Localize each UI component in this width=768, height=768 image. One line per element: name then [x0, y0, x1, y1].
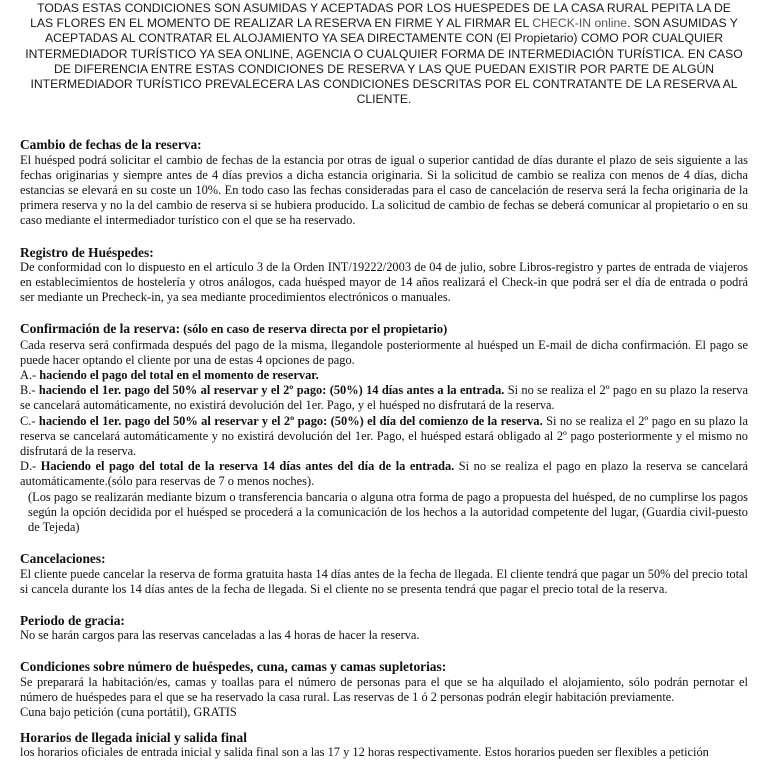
- section-periodo-gracia: [20, 613, 748, 643]
- payment-option-d: [20, 459, 748, 489]
- option-text: Si no se realiza el 2º pago en su plazo la reserva se cancelará automáticamente, no existirá devolución del 1er. Pago, y el huésped no disfrutará de la reserva.: [20, 383, 748, 413]
- intro-paragraph: [20, 0, 748, 107]
- section-title: Registro de Huéspedes:: [20, 244, 154, 260]
- intro-text-1: TODAS ESTAS CONDICIONES SON ASUMIDAS Y ACEPTADAS POR LOS HUESPEDES DE LA CASA RURAL PEPITA LA DE LAS FLORES EN EL MOMENTO DE REALIZAR LA RESERVA EN FIRME Y AL FIRMAR EL: [30, 1, 731, 31]
- section-body: Se preparará la habitación/es, camas y toallas para el número de personas para el que se ha alquilado el alojamiento, sólo podrán pernotar el número de huéspedes para el que se ha reservado la casa rural. Las reservas de 1 ó 2 personas podrán elegir habitación previamente.: [20, 674, 748, 704]
- payment-option-b: [20, 383, 748, 413]
- document-page: [20, 0, 748, 761]
- section-body: El huésped podrá solicitar el cambio de fechas de la estancia por otras de igual o superior cantidad de días durante el plazo de seis siguiente a las fechas originarias y siempre antes de 4 días previos a dicha estancia originaria. Si la solicitud de cambio se realiza con menos de 4 días, dicha estancias se elevará en su coste un 10%. En todo caso las fechas consideradas para el caso de cancelación de reserva será la fecha originaria de la primera reserva y no la del cambio de reserva si se hubiera producido. La solicitud de cambio de fechas se deberá comunicar al propietario o en su caso mediante el intermediador turístico con el que se ha reservado.: [20, 152, 748, 228]
- payment-option-a: [20, 368, 748, 383]
- option-prefix: A.-: [20, 368, 40, 383]
- section-title-sub: (sólo en caso de reserva directa por el propietario): [180, 322, 448, 337]
- section-title: Periodo de gracia:: [20, 612, 125, 628]
- section-title: [20, 321, 748, 337]
- section-intro: Cada reserva será confirmada después del pago de la misma, llegandole posteriormente al huésped un E-mail de dicha confirmación. El pago se puede hacer optando el cliente por una de estas 4 opciones de pago.: [20, 337, 748, 367]
- section-cambio-fechas: [20, 137, 748, 228]
- option-bold: haciendo el pago del total en el momento de reservar.: [39, 368, 319, 383]
- section-body: El cliente puede cancelar la reserva de forma gratuita hasta 14 días antes de la fecha de llegada. El cliente tendrá que pagar un 50% del precio total si cancela durante los 14 días antes de la fecha de llegada. Si el cliente no se presenta tendrá que pagar el precio total de la reserva.: [20, 566, 748, 596]
- section-body: No se harán cargos para las reservas canceladas a las 4 horas de hacer la reserva.: [20, 628, 420, 643]
- section-body: De conformidad con lo dispuesto en el artículo 3 de la Orden INT/19222/2003 de 04 de julio, sobre Libros-registro y partes de entrada de viajeros en establecimientos de hostelería y otros análogos, cada huésped mayor de 14 años realizará el Check-in que podrá ser el día de entrada o podrá ser mediante un Precheck-in, ya sea mediante procedimientos electrónicos o manuales.: [20, 259, 748, 305]
- payment-option-c: [20, 414, 748, 460]
- option-prefix: B.-: [20, 383, 39, 398]
- section-confirmacion-reserva: [20, 321, 748, 535]
- payment-note: (Los pago se realizarán mediante bizum o transferencia bancaria o alguna otra forma de pago a propuesta del huésped, de no cumplirse los pagos según la opción decidida por el huésped se procederá a la comunicación de los hechos a la autoridad competente del lugar, (Guardia civil-puesto de Tejeda): [28, 489, 748, 535]
- option-bold: haciendo el 1er. pago del 50% al reservar y el 2º pago: (50%) 14 días antes a la entrada.: [38, 383, 505, 398]
- section-body: los horarios oficiales de entrada inicial y salida final son a las 17 y 12 horas respectivamente. Estos horarios pueden ser flexibles a petición: [20, 745, 709, 760]
- option-prefix: C.-: [20, 413, 39, 428]
- option-bold: Haciendo el pago del total de la reserva 14 días antes del día de la entrada.: [40, 459, 455, 474]
- section-title: Cancelaciones:: [20, 551, 106, 567]
- intro-text-2: . SON ASUMIDAS Y ACEPTADAS AL CONTRATAR EL ALOJAMIENTO YA SEA DIRECTAMENTE CON (El Propietario) COMO POR CUALQUIER INTERMEDIADOR TURÍSTICO YA SEA ONLINE, AGENCIA O CUALQUIER FORMA DE INTERMEDIACIÓN TURÍSTICA. EN CASO DE DIFERENCIA ENTRE ESTAS CONDICIONES DE RESERVA Y LAS QUE PUEDAN EXISTIR POR PARTE DE ALGÚN INTERMEDIADOR TURÍSTICO PREVALECERA LAS CONDICIONES DESCRITAS POR EL CONTRATANTE DE LA RESERVA AL CLIENTE.: [25, 16, 743, 107]
- checkin-online-text: CHECK-IN online: [532, 16, 628, 31]
- section-title: Cambio de fechas de la reserva:: [20, 137, 202, 153]
- section-condiciones-huespedes: [20, 659, 748, 720]
- option-text: Si no se realiza el pago en plazo la reserva se cancelará automáticamente.(sólo para reservas de 7 o menos noches).: [20, 459, 748, 489]
- section-title: Condiciones sobre número de huéspedes, cuna, camas y camas supletorias:: [20, 659, 447, 675]
- cuna-note: Cuna bajo petición (cuna portátil), GRATIS: [20, 704, 237, 719]
- section-registro-huespedes: [20, 245, 748, 306]
- section-title: Horarios de llegada inicial y salida final: [20, 730, 247, 746]
- section-cancelaciones: [20, 551, 748, 597]
- option-prefix: D.-: [20, 459, 41, 474]
- option-bold: haciendo el 1er. pago del 50% al reservar y el 2º pago: (50%) el día del comienzo de la reserva.: [38, 413, 543, 428]
- section-title-main: Confirmación de la reserva:: [20, 321, 181, 337]
- section-horarios: [20, 730, 748, 760]
- option-text: Si no se realiza el 2º pago en su plazo la reserva se cancelará automáticamente y no existirá devolución del 1er. Pago, el huésped estará obligado al 2º pago posteriormente y el mismo no disfrutará de la reserva.: [20, 413, 748, 459]
